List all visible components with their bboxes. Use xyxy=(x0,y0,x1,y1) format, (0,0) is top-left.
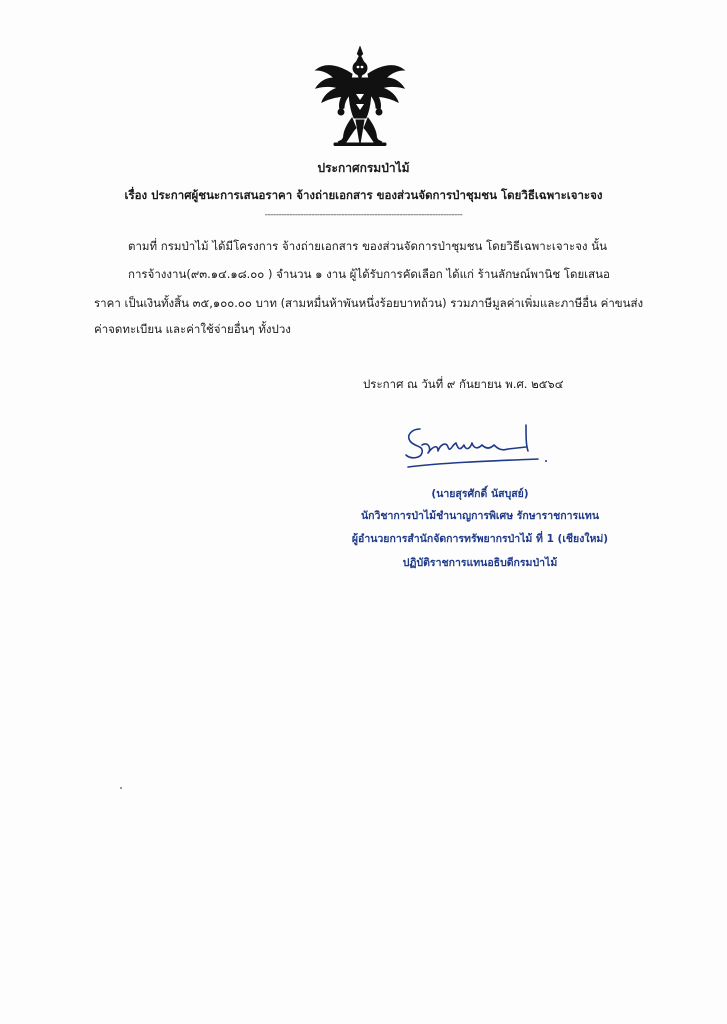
body-line: การจ้างงาน(๙๓.๑๔.๑๘.๐๐ ) จำนวน ๑ งาน ผู้ได้รับการคัดเลือก ได้แก่ ร้านลักษณ์พานิช โดยเสนอ xyxy=(128,267,610,281)
body-line: ตามที่ กรมป่าไม้ ได้มีโครงการ จ้างถ่ายเอกสาร ของส่วนจัดการป่าชุมชน โดยวิธีเฉพาะเจาะจง นั้น xyxy=(128,239,607,253)
announcement-date: ประกาศ ณ วันที่ ๙ กันยายน พ.ศ. ๒๕๖๔ xyxy=(363,377,564,391)
garuda-emblem-icon xyxy=(312,44,408,148)
body-line: ค่าจดทะเบียน และค่าใช้จ่ายอื่นๆ ทั้งปวง xyxy=(94,322,291,336)
signer-position: นักวิชาการป่าไม้ชำนาญการพิเศษ รักษาราชการแทน xyxy=(360,510,600,522)
document-title: ประกาศกรมป่าไม้ xyxy=(317,161,410,175)
signer-name: (นายสุรศักดิ์ นัสบุสย์) xyxy=(431,488,529,500)
signer-position: ปฏิบัติราชการแทนอธิบดีกรมป่าไม้ xyxy=(402,557,558,569)
document-subject: เรื่อง ประกาศผู้ชนะการเสนอราคา จ้างถ่ายเอกสาร ของส่วนจัดการป่าชุมชน โดยวิธีเฉพาะเจาะจง xyxy=(124,188,603,202)
scan-speck xyxy=(120,787,122,789)
separator-line: ------------------------------------------------------------------------ xyxy=(264,210,463,220)
handwritten-signature xyxy=(398,415,558,475)
signer-position: ผู้อำนวยการสำนักจัดการทรัพยากรป่าไม้ ที่ 1 (เชียงใหม่) xyxy=(351,533,609,545)
body-line: ราคา เป็นเงินทั้งสิ้น ๓๕,๑๐๐.๐๐ บาท (สามหมื่นห้าพันหนึ่งร้อยบาทถ้วน) รวมภาษีมูลค่าเพิ่มและภาษีอื่น ค่าขนส่ง xyxy=(94,296,644,310)
